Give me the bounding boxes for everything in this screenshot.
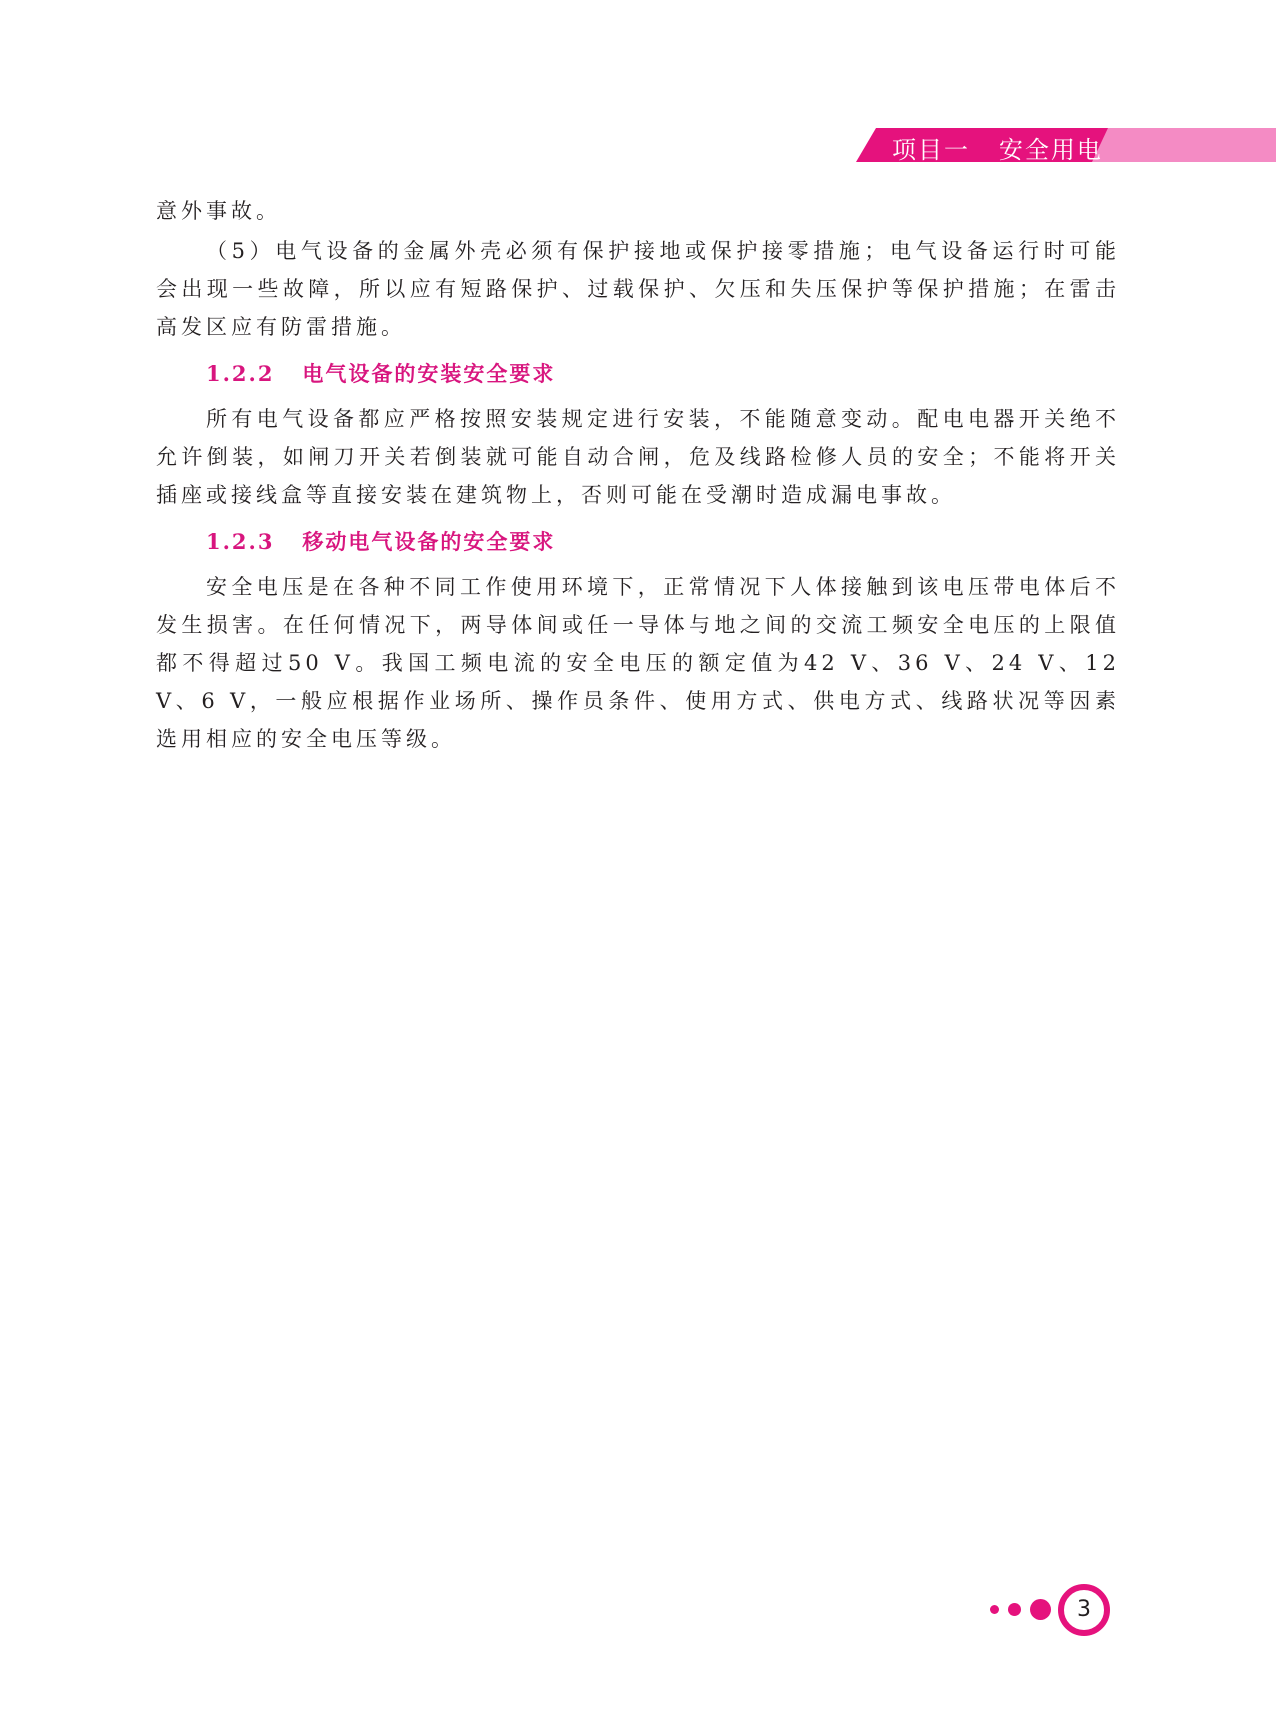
paragraph-installation: 所有电气设备都应严格按照安装规定进行安装，不能随意变动。配电电器开关绝不允许倒装，如闸刀开关若倒装就可能自动合闸，危及线路检修人员的安全；不能将开关插座或接线盒等直接安装在建筑物上，否则可能在受潮时造成漏电事故。 [156, 407, 1120, 507]
section-heading-1-2-2: 1.2.2 电气设备的安装安全要求 [206, 361, 556, 386]
decor-dot-medium [1008, 1603, 1021, 1616]
decor-dot-large [1030, 1599, 1051, 1620]
paragraph-safe-voltage: 安全电压是在各种不同工作使用环境下，正常情况下人体接触到该电压带电体后不发生损害。在任何情况下，两导体间或任一导体与地之间的交流工频安全电压的上限值都不得超过50 V。我国工频电流的安全电压的额定值为42 V、36 V、24 V、12 V、6 V，一般应根据作业场所、操作员条件、使用方式、供电方式、线路状况等因素选用相应的安全电压等级。 [156, 575, 1120, 751]
page-body [156, 192, 1120, 758]
page-number: 3 [1077, 1597, 1091, 1622]
paragraph-continuation: 意外事故。 [156, 199, 281, 223]
chapter-header [856, 128, 1276, 162]
section-heading-1-2-3: 1.2.3 移动电气设备的安全要求 [206, 529, 556, 554]
paragraph-item-5: （5）电气设备的金属外壳必须有保护接地或保护接零措施；电气设备运行时可能会出现一些故障，所以应有短路保护、过载保护、欠压和失压保护等保护措施；在雷击高发区应有防雷措施。 [156, 239, 1120, 339]
chapter-title: 项目一 安全用电 [892, 136, 1103, 164]
decor-dot-small [990, 1605, 999, 1614]
page-number-badge [990, 1582, 1130, 1646]
page-circle [1058, 1584, 1110, 1636]
